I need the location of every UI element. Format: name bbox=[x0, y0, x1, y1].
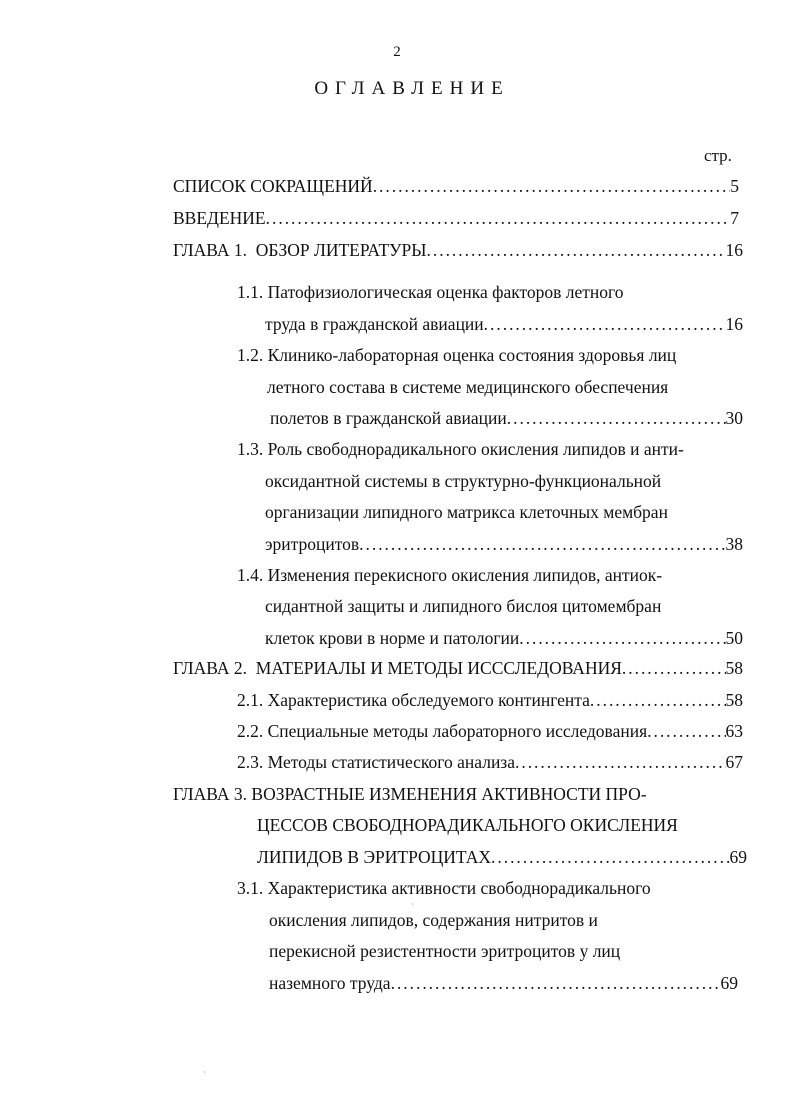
toc-page: 69 bbox=[729, 847, 747, 867]
toc-leader bbox=[391, 972, 721, 994]
toc-entry-title: труда в гражданской авиации bbox=[265, 314, 484, 334]
toc-page: 50 bbox=[725, 628, 743, 648]
toc-entry-3-1-line3: перекисной резистентности эритроцитов у лиц bbox=[269, 941, 621, 961]
toc-page: 58 bbox=[725, 658, 743, 678]
toc-entry-title: наземного труда bbox=[269, 973, 391, 993]
toc-page: 63 bbox=[725, 721, 743, 741]
toc-entry-1-3-line2: оксидантной системы в структурно-функциональной bbox=[265, 471, 662, 491]
toc-entry-1-4-line2: сидантной защиты и липидного бислоя цитомембран bbox=[265, 596, 662, 616]
toc-entry-1-4-line1: 1.4. Изменения перекисного окисления липидов, антиок- bbox=[237, 565, 663, 585]
page-column-label: стр. bbox=[704, 146, 732, 165]
toc-entry-3-1[interactable] bbox=[269, 972, 738, 994]
toc-page: 7 bbox=[730, 208, 739, 228]
toc-entry-title: СПИСОК СОКРАЩЕНИЙ bbox=[173, 176, 373, 196]
toc-leader bbox=[373, 175, 731, 197]
toc-entry-1-1[interactable] bbox=[265, 313, 743, 335]
toc-page: 5 bbox=[730, 176, 739, 196]
toc-entry-introduction[interactable] bbox=[173, 207, 739, 229]
toc-entry-title: эритроцитов bbox=[265, 534, 360, 554]
toc-leader bbox=[507, 407, 726, 429]
toc-leader bbox=[427, 239, 726, 261]
toc-entry-chapter-2[interactable] bbox=[173, 657, 743, 679]
toc-entry-title: 2.1. Характеристика обследуемого контингента bbox=[237, 690, 590, 710]
toc-entry-1-4[interactable] bbox=[265, 627, 743, 649]
toc-entry-title: ГЛАВА 2. МАТЕРИАЛЫ И МЕТОДЫ ИСССЛЕДОВАНИЯ bbox=[173, 658, 622, 678]
toc-entry-title: ГЛАВА 1. ОБЗОР ЛИТЕРАТУРЫ bbox=[173, 240, 427, 260]
toc-entry-1-3-line3: организации липидного матрикса клеточных мембран bbox=[265, 502, 668, 522]
toc-entry-3-1-line2: окисления липидов, содержания нитритов и bbox=[269, 910, 598, 930]
toc-entry-title: полетов в гражданской авиации bbox=[270, 408, 507, 428]
toc-page: 58 bbox=[725, 690, 743, 710]
scan-speck: · bbox=[203, 1068, 206, 1077]
toc-entry-abbreviations[interactable] bbox=[173, 175, 739, 197]
toc-leader bbox=[266, 207, 731, 229]
page-title: ОГЛАВЛЕНИЕ bbox=[314, 78, 510, 99]
toc-entry-title: ЛИПИДОВ В ЭРИТРОЦИТАХ bbox=[257, 847, 492, 867]
toc-entry-chapter-3-line2: ЦЕССОВ СВОБОДНОРАДИКАЛЬНОГО ОКИСЛЕНИЯ bbox=[257, 815, 678, 835]
toc-leader bbox=[484, 313, 726, 335]
toc-page: 16 bbox=[725, 240, 743, 260]
toc-entry-title: 2.3. Методы статистического анализа bbox=[237, 752, 515, 772]
toc-entry-1-2-line2: летного состава в системе медицинского обеспечения bbox=[267, 377, 669, 397]
toc-entry-1-1-line1: 1.1. Патофизиологическая оценка факторов летного bbox=[237, 282, 624, 302]
toc-page: 16 bbox=[725, 314, 743, 334]
toc-page: 69 bbox=[720, 973, 738, 993]
toc-leader bbox=[491, 846, 729, 868]
toc-entry-chapter-3[interactable] bbox=[257, 846, 747, 868]
toc-entry-2-3[interactable] bbox=[237, 751, 743, 773]
toc-entry-3-1-line1: 3.1. Характеристика активности свободнорадикального bbox=[237, 878, 651, 898]
toc-leader bbox=[359, 533, 725, 555]
toc-entry-chapter-1[interactable] bbox=[173, 239, 743, 261]
toc-leader bbox=[519, 627, 725, 649]
toc-entry-2-1[interactable] bbox=[237, 689, 743, 711]
scan-speck: · bbox=[411, 900, 414, 909]
toc-page: 30 bbox=[725, 408, 743, 428]
toc-leader bbox=[622, 657, 726, 679]
toc-entry-1-3-line1: 1.3. Роль свободнорадикального окисления липидов и анти- bbox=[237, 439, 684, 459]
toc-page: 67 bbox=[725, 752, 743, 772]
toc-entry-2-2[interactable] bbox=[237, 720, 743, 742]
toc-entry-1-3[interactable] bbox=[265, 533, 743, 555]
toc-leader bbox=[647, 720, 725, 742]
toc-entry-1-2-line1: 1.2. Клинико-лабораторная оценка состояния здоровья лиц bbox=[237, 345, 677, 365]
toc-entry-title: 2.2. Специальные методы лабораторного исследования bbox=[237, 721, 648, 741]
toc-entry-1-2[interactable] bbox=[270, 407, 743, 429]
toc-page: 38 bbox=[725, 534, 743, 554]
toc-leader bbox=[515, 751, 726, 773]
toc-entry-title: ВВЕДЕНИЕ bbox=[173, 208, 266, 228]
toc-entry-title: клеток крови в норме и патологии bbox=[265, 628, 520, 648]
toc-leader bbox=[590, 689, 726, 711]
toc-entry-chapter-3-line1: ГЛАВА 3. ВОЗРАСТНЫЕ ИЗМЕНЕНИЯ АКТИВНОСТИ ПРО- bbox=[173, 784, 647, 804]
page-number: 2 bbox=[393, 44, 401, 60]
